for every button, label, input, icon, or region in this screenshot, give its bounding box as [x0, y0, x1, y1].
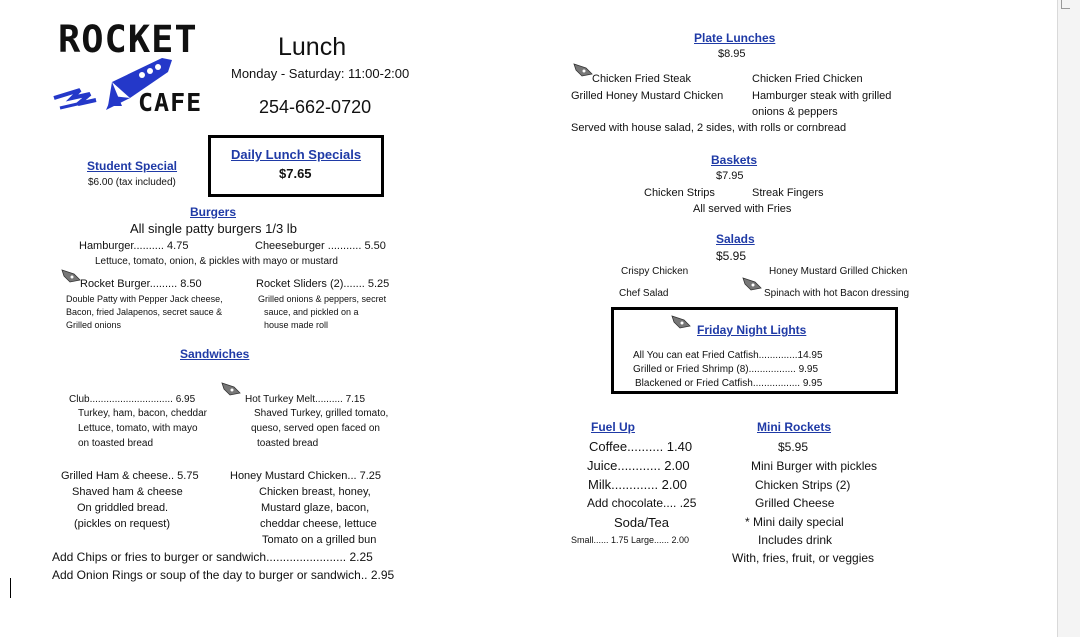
- friday-item-1: All You can eat Fried Catfish..............14.95: [633, 350, 823, 361]
- mini-item-4: * Mini daily special: [745, 515, 844, 529]
- student-special-price: $6.00 (tax included): [88, 177, 176, 188]
- rocket-burger-item: Rocket Burger......... 8.50: [80, 278, 202, 290]
- salads-item-4: Spinach with hot Bacon dressing: [764, 288, 910, 299]
- honey-mustard-item: Honey Mustard Chicken... 7.25: [230, 470, 382, 482]
- friday-title: Friday Night Lights: [697, 323, 807, 337]
- soda-item: Soda/Tea: [614, 515, 669, 530]
- hot-turkey-desc-1: Shaved Turkey, grilled tomato,: [254, 408, 389, 419]
- rocket-feature-icon: [741, 276, 763, 292]
- phone: 254-662-0720: [259, 97, 372, 117]
- page-edge: [1057, 0, 1080, 637]
- rocket-sliders-desc-1: Grilled onions & peppers, secret: [258, 294, 387, 304]
- burger-toppings: Lettuce, tomato, onion, & pickles with mayo or mustard: [95, 256, 338, 267]
- friday-night-box: [611, 307, 898, 394]
- fuel-up-title: Fuel Up: [591, 420, 635, 434]
- honey-mustard-desc-1: Chicken breast, honey,: [259, 486, 371, 498]
- hot-turkey-desc-2: queso, served open faced on: [251, 423, 380, 434]
- hours: Monday - Saturday: 11:00-2:00: [231, 66, 410, 81]
- baskets-item-2: Streak Fingers: [752, 187, 824, 199]
- grilled-ham-desc-3: (pickles on request): [74, 518, 170, 530]
- mini-item-5: Includes drink: [758, 533, 833, 547]
- soda-sizes: Small...... 1.75 Large...... 2.00: [571, 535, 690, 545]
- baskets-item-1: Chicken Strips: [644, 187, 715, 199]
- baskets-price: $7.95: [716, 170, 744, 182]
- plate-lunches-title: Plate Lunches: [694, 31, 776, 45]
- student-special-title: Student Special: [87, 159, 178, 173]
- text-cursor: [10, 578, 11, 598]
- add-rings-note: Add Onion Rings or soup of the day to burger or sandwich.. 2.95: [52, 568, 395, 582]
- honey-mustard-desc-3: cheddar cheese, lettuce: [260, 518, 377, 530]
- club-desc-1: Turkey, ham, bacon, cheddar: [78, 408, 207, 419]
- rocket-feature-icon: [670, 314, 692, 330]
- chocolate-item: Add chocolate.... .25: [587, 496, 697, 510]
- logo-line2: CAFE: [138, 88, 203, 117]
- logo-line1: ROCKET: [58, 18, 198, 61]
- mini-item-3: Grilled Cheese: [755, 496, 835, 510]
- rocket-burger-desc-1: Double Patty with Pepper Jack cheese,: [66, 294, 223, 304]
- salads-item-1: Crispy Chicken: [621, 266, 689, 277]
- hot-turkey-item: Hot Turkey Melt.......... 7.15: [245, 394, 366, 405]
- burgers-title: Burgers: [190, 205, 237, 219]
- daily-special-title: Daily Lunch Specials: [231, 147, 362, 162]
- plate-item-1: Chicken Fried Steak: [592, 73, 692, 85]
- mini-rockets-price: $5.95: [778, 440, 809, 454]
- club-desc-2: Lettuce, tomato, with mayo: [78, 423, 198, 434]
- plate-item-4a: Hamburger steak with grilled: [752, 90, 892, 102]
- rocket-feature-icon: [220, 381, 242, 397]
- daily-special-price: $7.65: [279, 166, 312, 181]
- add-chips-note: Add Chips or fries to burger or sandwich........................ 2.25: [52, 550, 373, 564]
- honey-mustard-desc-4: Tomato on a grilled bun: [262, 534, 377, 546]
- mini-item-6: With, fries, fruit, or veggies: [732, 551, 875, 565]
- mini-item-1: Mini Burger with pickles: [751, 459, 878, 473]
- burgers-subtitle: All single patty burgers 1/3 lb: [130, 221, 297, 236]
- sandwiches-title: Sandwiches: [180, 347, 250, 361]
- cheeseburger-item: Cheeseburger ........... 5.50: [255, 240, 386, 252]
- grilled-ham-desc-2: On griddled bread.: [77, 502, 169, 514]
- juice-item: Juice............ 2.00: [587, 458, 690, 473]
- coffee-item: Coffee.......... 1.40: [589, 439, 693, 454]
- club-item: Club.............................. 6.95: [69, 394, 196, 405]
- daily-special-box: [208, 135, 384, 197]
- grilled-ham-item: Grilled Ham & cheese.. 5.75: [61, 470, 199, 482]
- plate-note: Served with house salad, 2 sides, with rolls or cornbread: [571, 122, 847, 134]
- rocket-burger-desc-3: Grilled onions: [66, 320, 122, 330]
- salads-title: Salads: [716, 232, 755, 246]
- plate-lunches-price: $8.95: [718, 48, 746, 60]
- rocket-sliders-desc-2: sauce, and pickled on a: [264, 307, 359, 317]
- mini-rockets-title: Mini Rockets: [757, 420, 832, 434]
- salads-price: $5.95: [716, 249, 747, 263]
- rocket-sliders-item: Rocket Sliders (2)....... 5.25: [256, 278, 390, 290]
- plate-item-2: Chicken Fried Chicken: [752, 73, 863, 85]
- salads-item-3: Chef Salad: [619, 288, 669, 299]
- hot-turkey-desc-3: toasted bread: [257, 438, 319, 449]
- rocket-sliders-desc-3: house made roll: [264, 320, 329, 330]
- baskets-title: Baskets: [711, 153, 758, 167]
- rocket-feature-icon: [60, 268, 82, 284]
- friday-item-2: Grilled or Fried Shrimp (8)................. 9.95: [633, 364, 819, 375]
- plate-item-4b: onions & peppers: [752, 106, 838, 118]
- grilled-ham-desc-1: Shaved ham & cheese: [72, 486, 183, 498]
- rocket-feature-icon: [572, 62, 594, 78]
- page-corner-mark: [1061, 0, 1070, 9]
- club-desc-3: on toasted bread: [78, 438, 154, 449]
- rocket-burger-desc-2: Bacon, fried Jalapenos, secret sauce &: [66, 307, 223, 317]
- hamburger-item: Hamburger.......... 4.75: [79, 240, 189, 252]
- mini-item-2: Chicken Strips (2): [755, 478, 851, 492]
- plate-item-3: Grilled Honey Mustard Chicken: [571, 90, 724, 102]
- milk-item: Milk............. 2.00: [588, 477, 687, 492]
- friday-item-3: Blackened or Fried Catfish................. 9.95: [635, 378, 823, 389]
- honey-mustard-desc-2: Mustard glaze, bacon,: [261, 502, 370, 514]
- baskets-note: All served with Fries: [693, 203, 792, 215]
- menu-title: Lunch: [278, 33, 347, 61]
- salads-item-2: Honey Mustard Grilled Chicken: [769, 266, 908, 277]
